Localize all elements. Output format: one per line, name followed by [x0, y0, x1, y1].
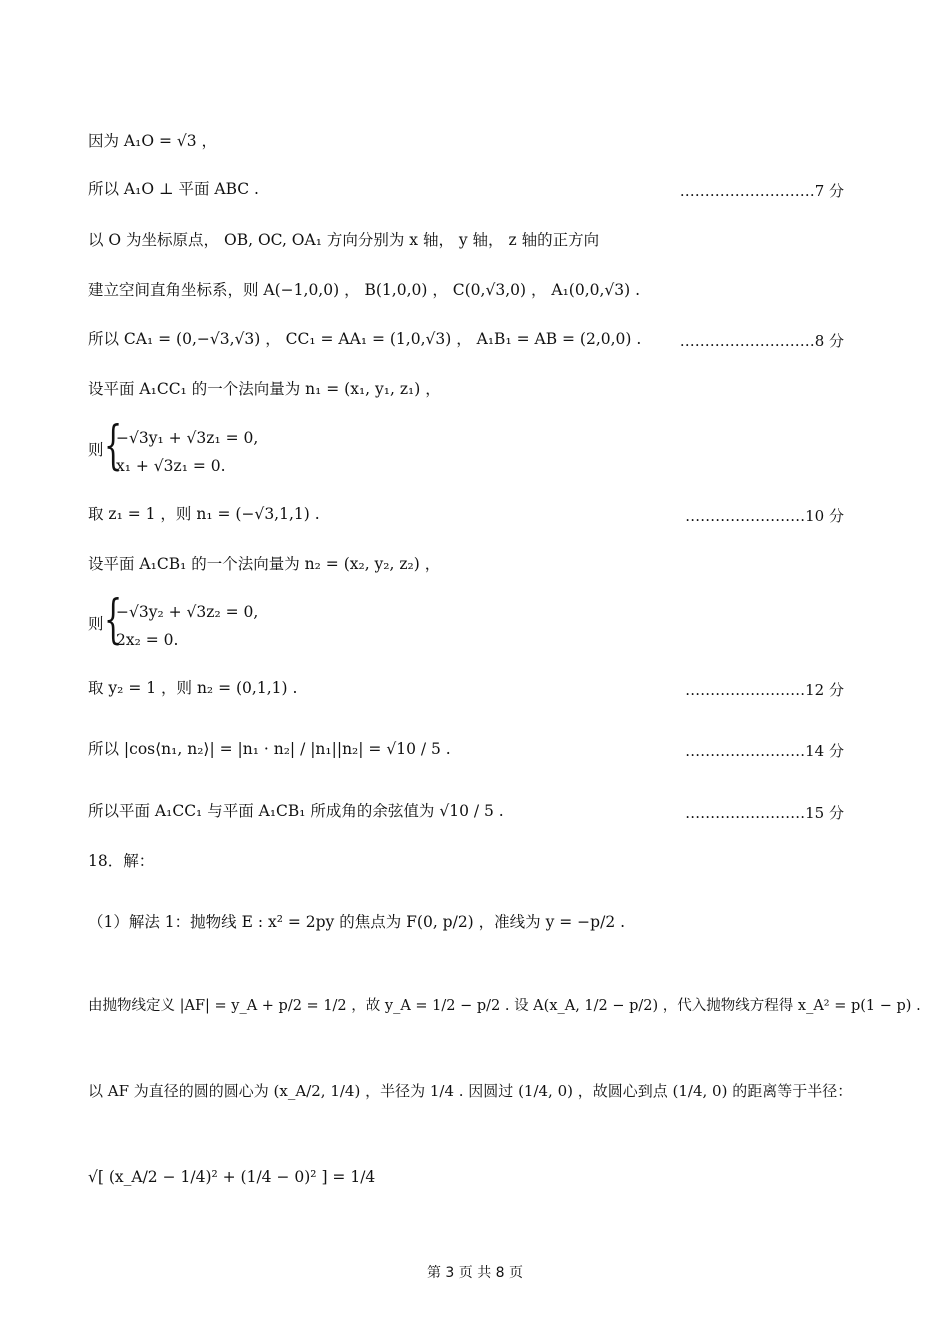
score-8: ………………………8 分: [679, 332, 844, 350]
line-cosine: 所以 |cos⟨n₁, n₂⟩| = |n₁ · n₂| / |n₁||n₂| = √10 / 5 .: [88, 740, 451, 758]
line-vectors: 所以 CA₁ = (0,−√3,√3) ， CC₁ = AA₁ = (1,0,√3) ， A₁B₁ = AB = (2,0,0) .: [88, 330, 642, 348]
system-1-label: 则: [88, 441, 104, 459]
score-10: ……………………10 分: [685, 507, 844, 525]
line-conclusion: 所以平面 A₁CC₁ 与平面 A₁CB₁ 所成角的余弦值为 √10 / 5 .: [88, 802, 504, 820]
page-footer: 第 3 页 共 8 页: [426, 1265, 524, 1281]
brace-icon: {: [104, 416, 123, 476]
line-distance-equation: √[ (x_A/2 − 1/4)² + (1/4 − 0)² ] = 1/4: [88, 1168, 376, 1186]
line-perpendicular: 所以 A₁O ⊥ 平面 ABC .: [88, 180, 259, 198]
line-origin: 以 O 为坐标原点， OB, OC, OA₁ 方向分别为 x 轴， y 轴， z 轴的正方向: [88, 231, 600, 249]
score-15: ……………………15 分: [685, 804, 844, 822]
system-1-row-2: x₁ + √3z₁ = 0.: [116, 457, 226, 475]
line-a1o: 因为 A₁O = √3 ，: [88, 132, 218, 150]
line-coordinates: 建立空间直角坐标系，则 A(−1,0,0) ， B(1,0,0) ， C(0,√3,0) ， A₁(0,0,√3) .: [88, 281, 641, 299]
line-parabola-focus: （1）解法 1：抛物线 E : x² = 2py 的焦点为 F(0, p/2) ，准线为 y = −p/2 .: [88, 913, 626, 931]
score-7: ………………………7 分: [679, 182, 844, 200]
line-parabola-definition: 由抛物线定义 |AF| = y_A + p/2 = 1/2 ，故 y_A = 1/2 − p/2 . 设 A(x_A, 1/2 − p/2) ，代入抛物线方程得 x_A² = p(1 − p) .: [88, 998, 921, 1014]
question-18-heading: 18．解：: [88, 852, 155, 870]
line-take-y2: 取 y₂ = 1 ，则 n₂ = (0,1,1) .: [88, 679, 298, 697]
line-normal-n1: 设平面 A₁CC₁ 的一个法向量为 n₁ = (x₁, y₁, z₁) ，: [88, 380, 441, 398]
system-2-row-1: −√3y₂ + √3z₂ = 0,: [116, 603, 259, 621]
line-normal-n2: 设平面 A₁CB₁ 的一个法向量为 n₂ = (x₂, y₂, z₂) ，: [88, 555, 441, 573]
system-1-row-1: −√3y₁ + √3z₁ = 0,: [116, 429, 259, 447]
system-2-row-2: 2x₂ = 0.: [116, 631, 179, 649]
line-circle-center: 以 AF 为直径的圆的圆心为 (x_A/2, 1/4) ，半径为 1/4 . 因圆过 (1/4, 0) ，故圆心到点 (1/4, 0) 的距离等于半径：: [88, 1082, 853, 1100]
brace-icon: {: [104, 590, 123, 650]
system-2-label: 则: [88, 615, 104, 633]
line-take-z1: 取 z₁ = 1 ，则 n₁ = (−√3,1,1) .: [88, 505, 320, 523]
score-12: ……………………12 分: [685, 681, 844, 699]
score-14: ……………………14 分: [685, 742, 844, 760]
